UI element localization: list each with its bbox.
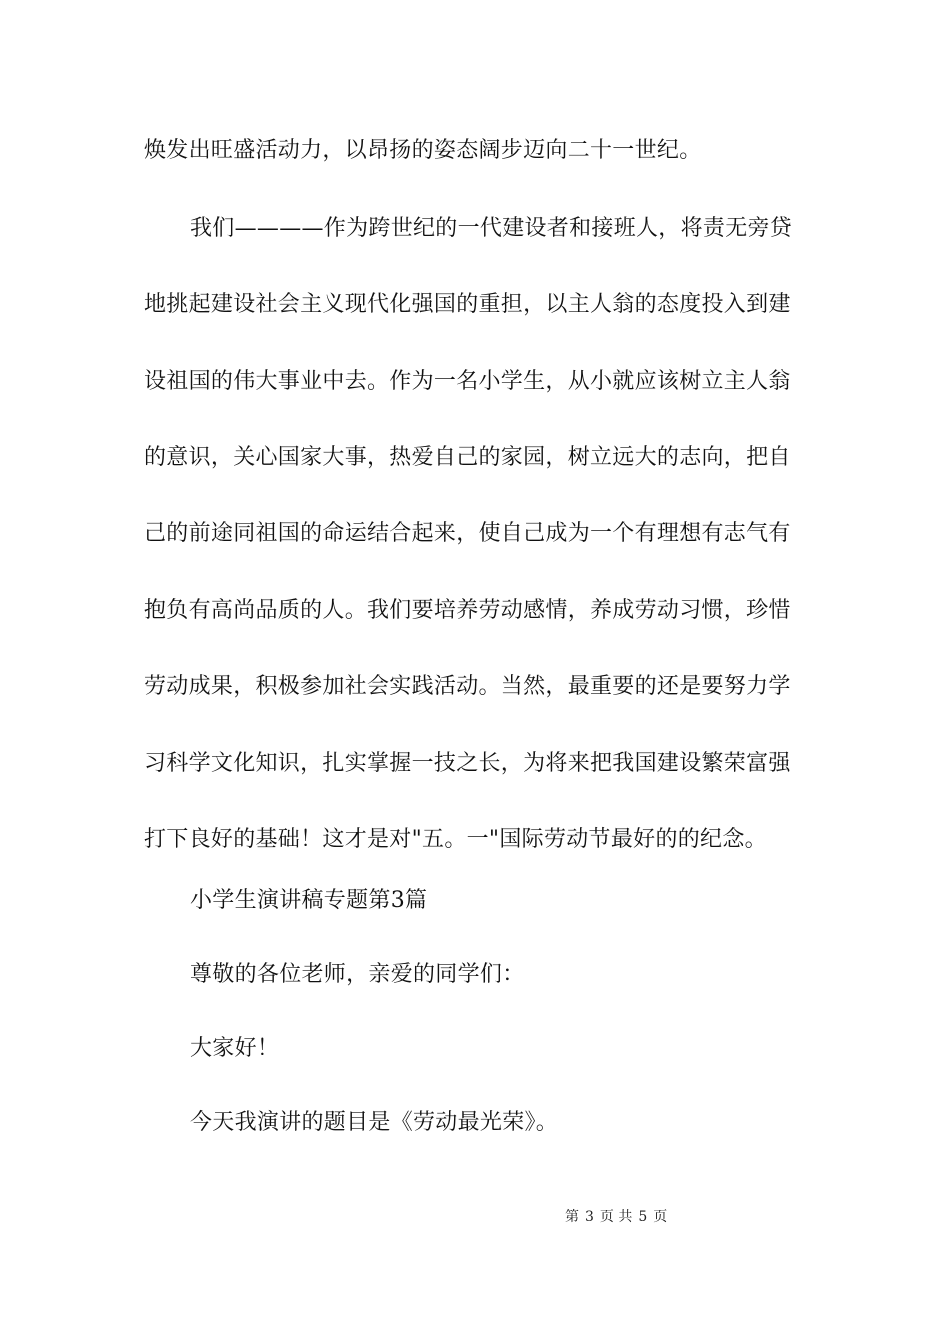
topic-line: 今天我演讲的题目是《劳动最光荣》。 — [190, 1110, 559, 1135]
paragraph-line: 抱负有高尚品质的人。我们要培养劳动感情，养成劳动习惯，珍惜 — [144, 598, 791, 623]
paragraph-line: 我们————作为跨世纪的一代建设者和接班人，将责无旁贷 — [190, 216, 793, 241]
page-label-prefix: 第 — [565, 1209, 579, 1225]
paragraph-line: 焕发出旺盛活动力，以昂扬的姿态阔步迈向二十一世纪。 — [144, 138, 702, 163]
total-pages-number: 5 — [638, 1209, 648, 1225]
paragraph-line: 设祖国的伟大事业中去。作为一名小学生，从小就应该树立主人翁 — [144, 369, 791, 394]
current-page-number: 3 — [585, 1209, 594, 1225]
page-label-mid: 页 共 — [599, 1209, 633, 1225]
paragraph-line: 的意识，关心国家大事，热爱自己的家园，树立远大的志向，把自 — [144, 445, 791, 470]
page-label-suffix: 页 — [653, 1209, 668, 1225]
greeting: 大家好！ — [190, 1036, 280, 1061]
salutation: 尊敬的各位老师，亲爱的同学们： — [190, 962, 525, 987]
paragraph-line: 习科学文化知识，扎实掌握一技之长，为将来把我国建设繁荣富强 — [144, 751, 791, 776]
paragraph-line: 地挑起建设社会主义现代化强国的重担，以主人翁的态度投入到建 — [144, 292, 791, 317]
paragraph-line: 己的前途同祖国的命运结合起来，使自己成为一个有理想有志气有 — [144, 521, 791, 546]
paragraph-line: 劳动成果，积极参加社会实践活动。当然，最重要的还是要努力学 — [144, 674, 791, 699]
paragraph-line: 打下良好的基础！这才是对"五。一"国际劳动节最好的的纪念。 — [144, 827, 767, 852]
section-title: 小学生演讲稿专题第3篇 — [190, 888, 428, 913]
page-number-footer — [565, 1207, 673, 1227]
